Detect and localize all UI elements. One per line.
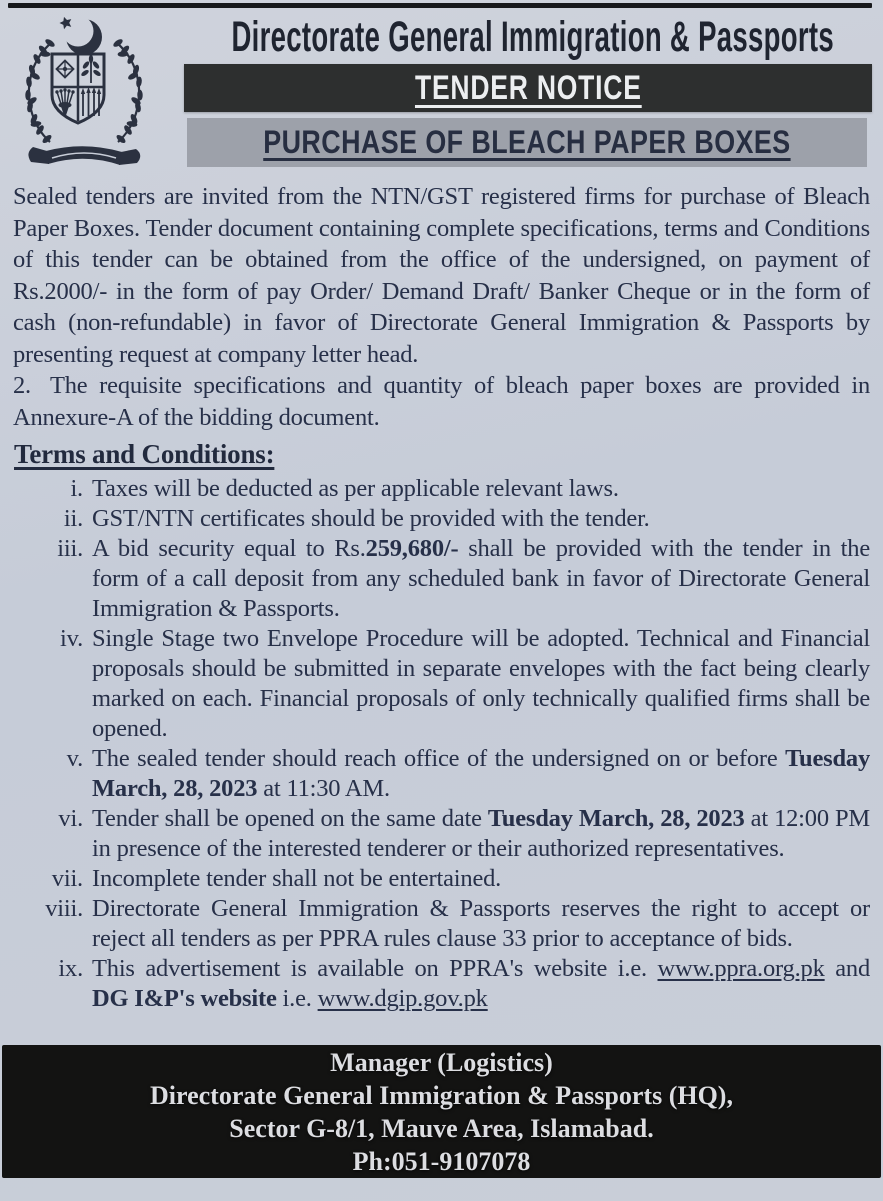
- intro-paragraph: Sealed tenders are invited from the NTN/GST registered firms for purchase of Bleach Paper Boxes. Tender document containing complete specifications, terms and Conditions of this tender can be obtained from the office of the undersigned, on payment of Rs.2000/- in the form of pay Order/ Demand Draft/ Banker Cheque or in the form of cash (non-refundable) in favor of Directorate General Immigration & Passports by presenting request at company letter head.: [13, 183, 870, 368]
- terms-item-iv: [13, 624, 870, 744]
- subject-banner: [187, 118, 867, 167]
- terms-item-vii: [13, 864, 870, 894]
- pakistan-emblem-icon: [16, 12, 152, 174]
- term-number: vii.: [51, 865, 83, 892]
- text-segment: Tuesday March, 28, 2023: [92, 745, 870, 802]
- text-segment: Directorate General Immigration & Passports reserves the right to accept or reject all tenders as per PPRA rules clause 33 prior to acceptance of bids.: [92, 895, 870, 952]
- paragraph-2-text: The requisite specifications and quantity of bleach paper boxes are provided in Annexure-A of the bidding document.: [13, 372, 870, 431]
- tender-notice-banner: [184, 64, 872, 112]
- text-segment: Taxes will be deducted as per applicable relevant laws.: [92, 475, 619, 502]
- terms-item-vi: [13, 804, 870, 864]
- term-text: [92, 954, 870, 1014]
- text-segment: 259,680/-: [365, 535, 459, 562]
- footer-line-1: Manager (Logistics): [330, 1047, 553, 1077]
- text-segment: GST/NTN certificates should be provided with the tender.: [92, 505, 650, 532]
- org-title-text: Directorate General Immigration & Passports: [231, 12, 835, 61]
- term-text: [92, 504, 870, 534]
- terms-list: [13, 474, 870, 1014]
- terms-item-iii: [13, 534, 870, 624]
- paragraph-2: [13, 370, 870, 433]
- text-segment: and: [824, 955, 870, 982]
- footer-line-3: Sector G-8/1, Mauve Area, Islamabad.: [229, 1113, 654, 1143]
- paragraph-2-number: 2.: [13, 372, 31, 399]
- terms-item-i: [13, 474, 870, 504]
- terms-heading: Terms and Conditions:: [14, 439, 275, 469]
- term-text: [92, 894, 870, 954]
- text-segment: Tender shall be opened on the same date: [92, 805, 488, 832]
- tender-notice-text: TENDER NOTICE: [414, 68, 642, 107]
- term-number: iv.: [60, 625, 83, 652]
- printed-url: www.dgip.gov.pk: [317, 985, 488, 1012]
- text-segment: i.e.: [276, 985, 318, 1012]
- term-number: ix.: [58, 955, 83, 982]
- text-segment: Incomplete tender shall not be entertained.: [92, 865, 502, 892]
- term-text: [92, 624, 870, 744]
- text-segment: at 11:30 AM.: [257, 775, 390, 802]
- term-text: [92, 474, 870, 504]
- text-segment: The sealed tender should reach office of the undersigned on or before: [92, 745, 786, 772]
- footer-contact-block: [2, 1045, 881, 1178]
- terms-item-viii: [13, 894, 870, 954]
- term-number: i.: [70, 475, 83, 502]
- term-number: ii.: [63, 505, 83, 532]
- term-number: viii.: [45, 895, 83, 922]
- term-text: [92, 804, 870, 864]
- text-segment: DG I&P's website: [92, 985, 277, 1012]
- text-segment: This advertisement is available on PPRA's website i.e.: [92, 955, 658, 982]
- text-segment: Tuesday March, 28, 2023: [487, 805, 745, 832]
- printed-url: www.ppra.org.pk: [657, 955, 825, 982]
- subject-text: PURCHASE OF BLEACH PAPER BOXES: [263, 124, 791, 160]
- footer-line-2: Directorate General Immigration & Passports (HQ),: [150, 1080, 733, 1110]
- text-segment: shall be provided with the tender in the form of a call deposit from any scheduled bank in favor of Directorate General Immigration & Passports.: [92, 535, 870, 622]
- terms-item-ix: [13, 954, 870, 1014]
- text-segment: at 12:00 PM in presence of the interested tenderer or their authorized representatives.: [92, 805, 871, 862]
- footer-line-4: Ph:051-9107078: [352, 1146, 531, 1176]
- top-border-rule: [8, 3, 872, 8]
- term-text: [92, 864, 870, 894]
- text-segment: Single Stage two Envelope Procedure will be adopted. Technical and Financial proposals should be submitted in separate envelopes with the fact being clearly marked on each. Financial proposals of only technically qualified firms shall be opened.: [92, 625, 870, 742]
- page-title: [183, 12, 883, 62]
- term-text: [92, 534, 870, 624]
- text-segment: A bid security equal to Rs.: [92, 535, 366, 562]
- notice-body: [13, 181, 870, 1014]
- terms-item-v: [13, 744, 870, 804]
- term-number: iii.: [57, 535, 83, 562]
- term-number: vi.: [58, 805, 83, 832]
- terms-item-ii: [13, 504, 870, 534]
- term-text: [92, 744, 870, 804]
- term-number: v.: [66, 745, 83, 772]
